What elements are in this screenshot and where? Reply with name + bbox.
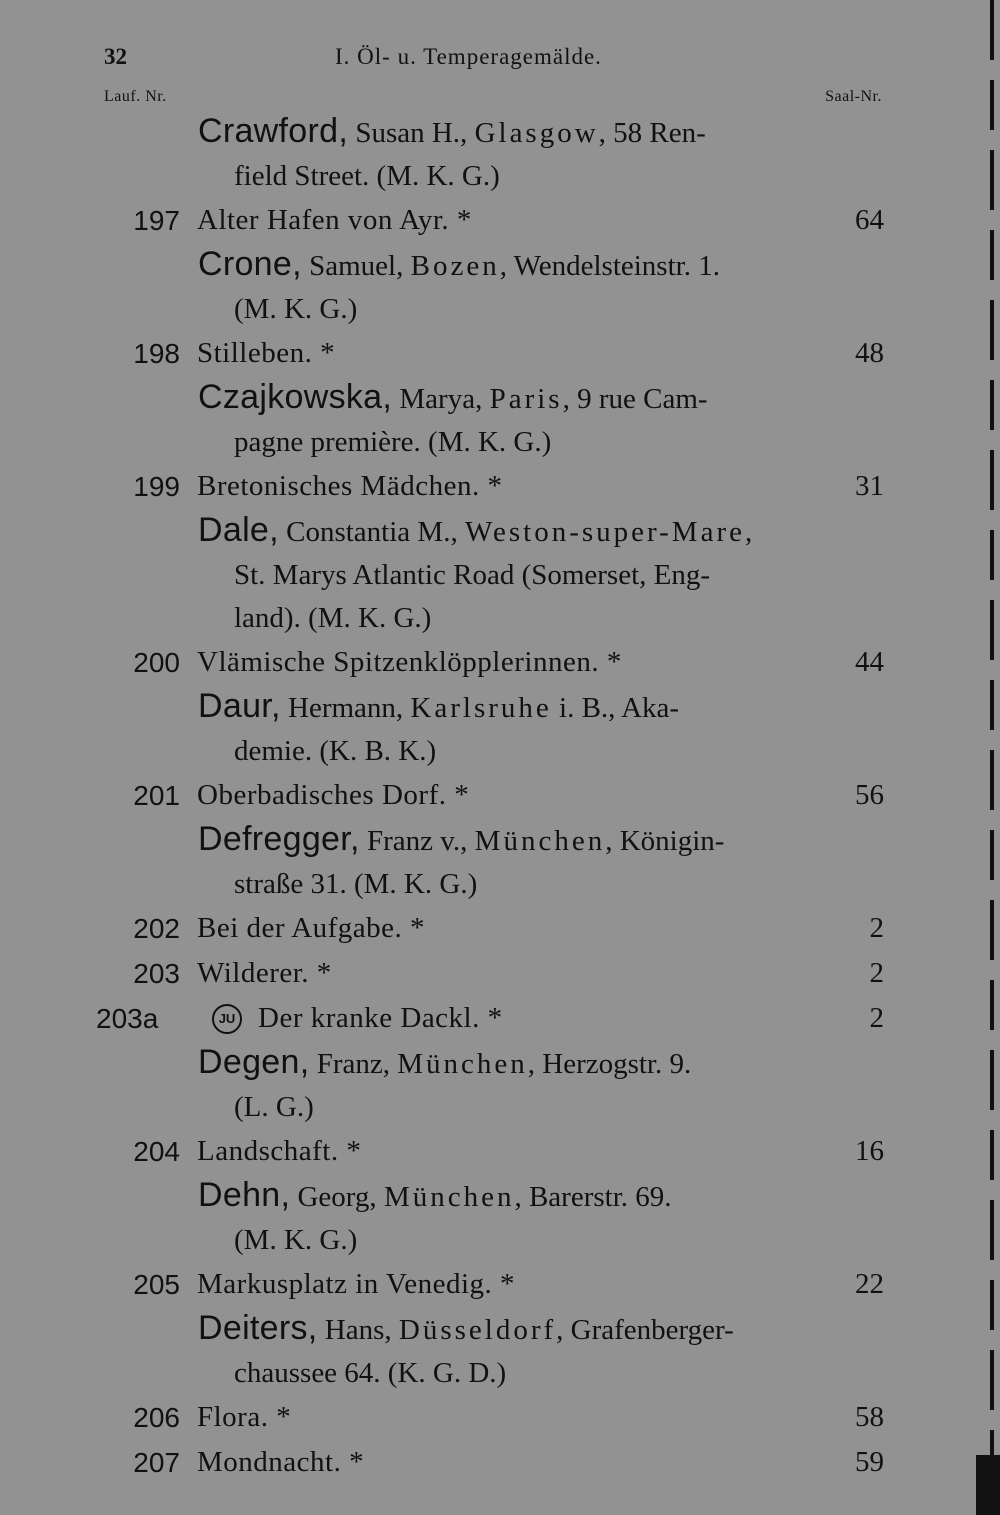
artist-address-line: demie. (K. B. K.) [234,735,437,767]
artist-city: München [474,825,606,857]
saal-number: 48 [855,337,884,369]
artist-city: Düsseldorf [398,1314,557,1346]
artist-address-line: Deiters, Hans, Düsseldorf, Grafenberger- [198,1309,734,1347]
artist-entry [0,685,1000,773]
artist-address-line: Dehn, Georg, München, Barerstr. 69. [198,1176,672,1214]
work-row [0,906,1000,951]
artist-entry [0,509,1000,640]
lauf-number: 202 [133,913,180,944]
artist-address-line: Degen, Franz, München, Herzogstr. 9. [198,1043,692,1081]
saal-number: 59 [855,1446,884,1478]
jury-badge-icon: JU [212,1004,242,1034]
work-title: Der kranke Dackl. * [258,1002,503,1034]
work-title: Bei der Aufgabe. * [197,912,426,944]
column-heading-lauf-nr: Lauf. Nr. [104,88,167,105]
artist-address-line: Defregger, Franz v., München, Königin- [198,820,725,858]
artist-address-line: (M. K. G.) [234,293,358,325]
artist-entry [0,243,1000,331]
artist-address-line: pagne première. (M. K. G.) [234,426,552,458]
saal-number: 2 [869,1002,884,1034]
artist-name: Daur, [198,687,281,725]
work-title: Mondnacht. * [197,1446,365,1478]
work-row [0,1395,1000,1440]
artist-name: Crone, [198,245,302,283]
work-row [0,996,1000,1041]
page-edge-shadow [990,0,994,1515]
saal-number: 64 [855,204,884,236]
artist-address-line: (L. G.) [234,1091,314,1123]
artist-address-line: straße 31. (M. K. G.) [234,868,478,900]
artist-address-line: Crawford, Susan H., Glasgow, 58 Ren- [198,112,706,150]
work-title: Bretonisches Mädchen. * [197,470,503,502]
running-title: I. Öl- u. Temperagemälde. [335,44,602,69]
lauf-number: 203 [133,958,180,989]
artist-city: Weston-super-Mare [464,516,745,548]
artist-city: Glasgow [474,117,599,149]
artist-city: München [383,1181,515,1213]
work-row [0,1129,1000,1174]
artist-address-line: (M. K. G.) [234,1224,358,1256]
work-row [0,464,1000,509]
artist-address-line: field Street. (M. K. G.) [234,160,500,192]
artist-address-line: Dale, Constantia M., Weston-super-Mare, [198,511,753,549]
work-title: Oberbadisches Dorf. * [197,779,470,811]
saal-number: 22 [855,1268,884,1300]
artist-entry [0,818,1000,906]
saal-number: 44 [855,646,884,678]
saal-number: 31 [855,470,884,502]
work-title: Markusplatz in Venedig. * [197,1268,516,1300]
artist-address-line: St. Marys Atlantic Road (Somerset, Eng- [234,559,711,591]
artist-entry [0,1307,1000,1395]
lauf-number: 205 [133,1269,180,1300]
work-title: Alter Hafen von Ayr. * [197,204,472,236]
saal-number: 16 [855,1135,884,1167]
artist-address-line: Crone, Samuel, Bozen, Wendelsteinstr. 1. [198,245,720,283]
artist-name: Crawford, [198,112,349,150]
saal-number: 2 [869,912,884,944]
artist-entry [0,1041,1000,1129]
work-row [0,640,1000,685]
work-row [0,773,1000,818]
artist-entry [0,1174,1000,1262]
entry-list [0,110,1000,1485]
artist-entry [0,376,1000,464]
lauf-number: 207 [133,1447,180,1478]
column-heading-saal-nr: Saal-Nr. [825,88,882,105]
lauf-number: 201 [133,780,180,811]
work-title: Flora. * [197,1401,292,1433]
artist-name: Czajkowska, [198,378,393,416]
artist-entry [0,110,1000,198]
artist-name: Degen, [198,1043,310,1081]
work-row [0,1262,1000,1307]
work-row [0,198,1000,243]
saal-number: 2 [869,957,884,989]
lauf-number: 203a [96,1003,159,1034]
work-row [0,951,1000,996]
artist-name: Dale, [198,511,279,549]
lauf-number: 198 [133,338,180,369]
lauf-number: 199 [133,471,180,502]
artist-name: Dehn, [198,1176,291,1214]
lauf-number: 204 [133,1136,180,1167]
work-title: Stilleben. * [197,337,336,369]
artist-name: Deiters, [198,1309,318,1347]
saal-number: 56 [855,779,884,811]
page-number: 32 [104,44,127,69]
artist-city: Bozen [410,250,500,282]
artist-city: Karlsruhe [410,692,552,724]
artist-city: Paris [489,383,563,415]
lauf-number: 197 [133,205,180,236]
artist-address-line: land). (M. K. G.) [234,602,432,634]
artist-city: München [397,1048,528,1080]
work-title: Vlämische Spitzenklöpplerinnen. * [197,646,622,678]
lauf-number: 206 [133,1402,180,1433]
lauf-number: 200 [133,647,180,678]
page-corner-shadow [976,1455,1000,1515]
work-title: Landschaft. * [197,1135,362,1167]
work-row [0,1440,1000,1485]
page-header [0,44,1000,84]
artist-address-line: Daur, Hermann, Karlsruhe i. B., Aka- [198,687,680,725]
work-title: Wilderer. * [197,957,332,989]
artist-address-line: chaussee 64. (K. G. D.) [234,1357,507,1389]
saal-number: 58 [855,1401,884,1433]
artist-address-line: Czajkowska, Marya, Paris, 9 rue Cam- [198,378,708,416]
artist-name: Defregger, [198,820,360,858]
work-row [0,331,1000,376]
